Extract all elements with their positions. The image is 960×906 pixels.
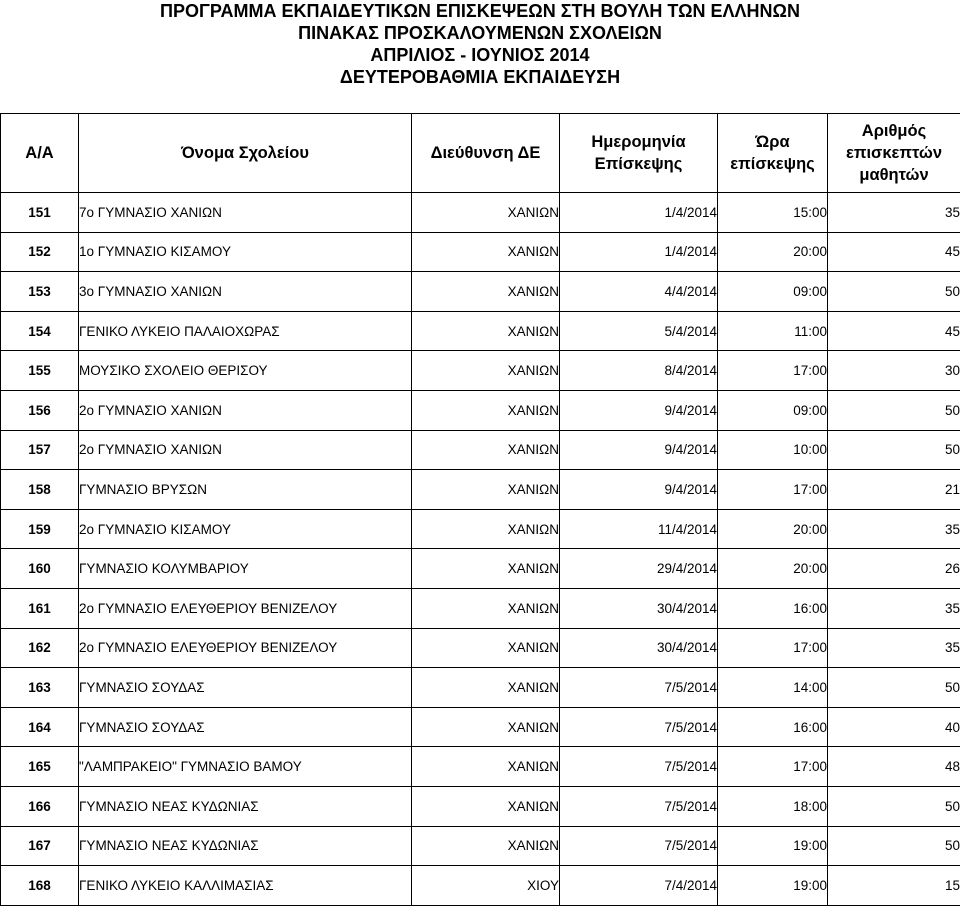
cell-visitor-count: 50 bbox=[828, 668, 960, 708]
table-row bbox=[1, 311, 960, 351]
title-line-4: ΔΕΥΤΕΡΟΒΑΘΜΙΑ ΕΚΠΑΙΔΕΥΣΗ bbox=[0, 66, 960, 88]
cell-school-name: 2ο ΓΥΜΝΑΣΙΟ ΧΑΝΙΩΝ bbox=[79, 430, 412, 470]
cell-visit-time: 11:00 bbox=[718, 311, 828, 351]
cell-directorate: ΧΑΝΙΩΝ bbox=[412, 786, 560, 826]
cell-directorate: ΧΑΝΙΩΝ bbox=[412, 351, 560, 391]
cell-visitor-count: 50 bbox=[828, 272, 960, 312]
cell-visitor-count: 40 bbox=[828, 707, 960, 747]
cell-school-name: ΓΥΜΝΑΣΙΟ ΝΕΑΣ ΚΥΔΩΝΙΑΣ bbox=[79, 786, 412, 826]
table-row bbox=[1, 707, 960, 747]
table-row bbox=[1, 351, 960, 391]
cell-visit-time: 19:00 bbox=[718, 866, 828, 906]
cell-school-name: ΓΥΜΝΑΣΙΟ ΝΕΑΣ ΚΥΔΩΝΙΑΣ bbox=[79, 826, 412, 866]
cell-school-name: ΜΟΥΣΙΚΟ ΣΧΟΛΕΙΟ ΘΕΡΙΣΟΥ bbox=[79, 351, 412, 391]
title-line-1: ΠΡΟΓΡΑΜΜΑ ΕΚΠΑΙΔΕΥΤΙΚΩΝ ΕΠΙΣΚΕΨΕΩΝ ΣΤΗ ΒΟΥΛΗ ΤΩΝ ΕΛΛΗΝΩΝ bbox=[0, 0, 960, 22]
cell-id: 159 bbox=[1, 509, 79, 549]
table-row bbox=[1, 747, 960, 787]
table-row bbox=[1, 628, 960, 668]
header-visitor-count-line1: Αριθμός bbox=[828, 120, 960, 142]
cell-directorate: ΧΑΝΙΩΝ bbox=[412, 628, 560, 668]
cell-school-name: 3ο ΓΥΜΝΑΣΙΟ ΧΑΝΙΩΝ bbox=[79, 272, 412, 312]
cell-school-name: ΓΕΝΙΚΟ ΛΥΚΕΙΟ ΚΑΛΛΙΜΑΣΙΑΣ bbox=[79, 866, 412, 906]
cell-id: 164 bbox=[1, 707, 79, 747]
cell-directorate: ΧΑΝΙΩΝ bbox=[412, 470, 560, 510]
cell-school-name: 7ο ΓΥΜΝΑΣΙΟ ΧΑΝΙΩΝ bbox=[79, 193, 412, 233]
cell-id: 157 bbox=[1, 430, 79, 470]
cell-id: 160 bbox=[1, 549, 79, 589]
cell-visitor-count: 45 bbox=[828, 311, 960, 351]
cell-visit-time: 19:00 bbox=[718, 826, 828, 866]
header-visit-time bbox=[718, 114, 828, 193]
cell-visit-time: 15:00 bbox=[718, 193, 828, 233]
cell-school-name: "ΛΑΜΠΡΑΚΕΙΟ" ΓΥΜΝΑΣΙΟ ΒΑΜΟΥ bbox=[79, 747, 412, 787]
cell-id: 161 bbox=[1, 588, 79, 628]
cell-visit-date: 9/4/2014 bbox=[560, 390, 718, 430]
cell-id: 165 bbox=[1, 747, 79, 787]
cell-school-name: ΓΥΜΝΑΣΙΟ ΣΟΥΔΑΣ bbox=[79, 668, 412, 708]
cell-visit-time: 16:00 bbox=[718, 707, 828, 747]
cell-id: 155 bbox=[1, 351, 79, 391]
cell-visitor-count: 26 bbox=[828, 549, 960, 589]
cell-directorate: ΧΑΝΙΩΝ bbox=[412, 707, 560, 747]
cell-visitor-count: 35 bbox=[828, 588, 960, 628]
header-visit-date-line1: Ημερομηνία bbox=[560, 131, 717, 153]
header-visit-date bbox=[560, 114, 718, 193]
cell-id: 158 bbox=[1, 470, 79, 510]
header-id: Α/Α bbox=[1, 114, 79, 193]
cell-visit-date: 7/4/2014 bbox=[560, 866, 718, 906]
cell-id: 151 bbox=[1, 193, 79, 233]
cell-visit-date: 9/4/2014 bbox=[560, 470, 718, 510]
cell-visit-time: 09:00 bbox=[718, 390, 828, 430]
table-row bbox=[1, 826, 960, 866]
cell-school-name: ΓΥΜΝΑΣΙΟ ΚΟΛΥΜΒΑΡΙΟΥ bbox=[79, 549, 412, 589]
table-row bbox=[1, 509, 960, 549]
cell-id: 152 bbox=[1, 232, 79, 272]
cell-school-name: ΓΕΝΙΚΟ ΛΥΚΕΙΟ ΠΑΛΑΙΟΧΩΡΑΣ bbox=[79, 311, 412, 351]
table-row bbox=[1, 272, 960, 312]
cell-directorate: ΧΑΝΙΩΝ bbox=[412, 193, 560, 233]
cell-visit-time: 16:00 bbox=[718, 588, 828, 628]
cell-directorate: ΧΑΝΙΩΝ bbox=[412, 826, 560, 866]
cell-visitor-count: 48 bbox=[828, 747, 960, 787]
cell-school-name: 1ο ΓΥΜΝΑΣΙΟ ΚΙΣΑΜΟΥ bbox=[79, 232, 412, 272]
cell-directorate: ΧΑΝΙΩΝ bbox=[412, 430, 560, 470]
cell-directorate: ΧΑΝΙΩΝ bbox=[412, 390, 560, 430]
table-row bbox=[1, 786, 960, 826]
cell-visit-date: 5/4/2014 bbox=[560, 311, 718, 351]
cell-directorate: ΧΑΝΙΩΝ bbox=[412, 588, 560, 628]
cell-visit-date: 7/5/2014 bbox=[560, 707, 718, 747]
document-title-block bbox=[0, 0, 960, 88]
table-row bbox=[1, 390, 960, 430]
cell-id: 163 bbox=[1, 668, 79, 708]
header-directorate: Διεύθυνση ΔΕ bbox=[412, 114, 560, 193]
cell-school-name: 2ο ΓΥΜΝΑΣΙΟ ΚΙΣΑΜΟΥ bbox=[79, 509, 412, 549]
cell-visitor-count: 35 bbox=[828, 193, 960, 233]
cell-visitor-count: 50 bbox=[828, 390, 960, 430]
cell-visit-date: 30/4/2014 bbox=[560, 588, 718, 628]
cell-id: 153 bbox=[1, 272, 79, 312]
header-visitor-count-line3: μαθητών bbox=[828, 164, 960, 186]
cell-visit-time: 18:00 bbox=[718, 786, 828, 826]
cell-directorate: ΧΑΝΙΩΝ bbox=[412, 509, 560, 549]
schedule-table bbox=[0, 113, 960, 906]
cell-id: 168 bbox=[1, 866, 79, 906]
table-header-row bbox=[1, 114, 960, 193]
cell-directorate: ΧΑΝΙΩΝ bbox=[412, 668, 560, 708]
cell-visit-time: 17:00 bbox=[718, 351, 828, 391]
cell-visit-date: 1/4/2014 bbox=[560, 232, 718, 272]
cell-school-name: 2ο ΓΥΜΝΑΣΙΟ ΕΛΕΥΘΕΡΙΟΥ ΒΕΝΙΖΕΛΟΥ bbox=[79, 588, 412, 628]
cell-visitor-count: 21 bbox=[828, 470, 960, 510]
cell-visitor-count: 50 bbox=[828, 786, 960, 826]
cell-visitor-count: 45 bbox=[828, 232, 960, 272]
header-school-name: Όνομα Σχολείου bbox=[79, 114, 412, 193]
table-row bbox=[1, 668, 960, 708]
cell-visitor-count: 50 bbox=[828, 826, 960, 866]
header-visitor-count-line2: επισκεπτών bbox=[828, 142, 960, 164]
cell-visitor-count: 50 bbox=[828, 430, 960, 470]
cell-visit-date: 7/5/2014 bbox=[560, 826, 718, 866]
cell-visitor-count: 15 bbox=[828, 866, 960, 906]
cell-visit-date: 30/4/2014 bbox=[560, 628, 718, 668]
cell-visitor-count: 35 bbox=[828, 628, 960, 668]
table-row bbox=[1, 866, 960, 906]
cell-id: 166 bbox=[1, 786, 79, 826]
header-visit-date-line2: Επίσκεψης bbox=[560, 153, 717, 175]
cell-id: 162 bbox=[1, 628, 79, 668]
table-row bbox=[1, 232, 960, 272]
cell-visit-time: 14:00 bbox=[718, 668, 828, 708]
cell-visit-time: 20:00 bbox=[718, 509, 828, 549]
cell-visit-time: 17:00 bbox=[718, 470, 828, 510]
cell-visit-date: 7/5/2014 bbox=[560, 668, 718, 708]
cell-visit-time: 17:00 bbox=[718, 747, 828, 787]
cell-visit-time: 17:00 bbox=[718, 628, 828, 668]
header-visit-time-line1: Ώρα bbox=[718, 131, 827, 153]
cell-visit-date: 8/4/2014 bbox=[560, 351, 718, 391]
table-row bbox=[1, 470, 960, 510]
cell-school-name: 2ο ΓΥΜΝΑΣΙΟ ΧΑΝΙΩΝ bbox=[79, 390, 412, 430]
table-row bbox=[1, 549, 960, 589]
cell-visit-date: 7/5/2014 bbox=[560, 786, 718, 826]
cell-id: 154 bbox=[1, 311, 79, 351]
cell-visit-time: 20:00 bbox=[718, 232, 828, 272]
cell-school-name: ΓΥΜΝΑΣΙΟ ΒΡΥΣΩΝ bbox=[79, 470, 412, 510]
header-visit-time-line2: επίσκεψης bbox=[718, 153, 827, 175]
cell-visit-time: 09:00 bbox=[718, 272, 828, 312]
cell-visit-date: 11/4/2014 bbox=[560, 509, 718, 549]
title-line-3: ΑΠΡΙΛΙΟΣ - ΙΟΥΝΙΟΣ 2014 bbox=[0, 44, 960, 66]
cell-visit-date: 4/4/2014 bbox=[560, 272, 718, 312]
cell-id: 156 bbox=[1, 390, 79, 430]
cell-visit-time: 10:00 bbox=[718, 430, 828, 470]
cell-visit-date: 1/4/2014 bbox=[560, 193, 718, 233]
cell-directorate: ΧΑΝΙΩΝ bbox=[412, 232, 560, 272]
cell-directorate: ΧΑΝΙΩΝ bbox=[412, 747, 560, 787]
table-row bbox=[1, 193, 960, 233]
cell-directorate: ΧΑΝΙΩΝ bbox=[412, 549, 560, 589]
cell-visit-date: 29/4/2014 bbox=[560, 549, 718, 589]
cell-id: 167 bbox=[1, 826, 79, 866]
cell-visitor-count: 35 bbox=[828, 509, 960, 549]
cell-visit-date: 7/5/2014 bbox=[560, 747, 718, 787]
cell-visitor-count: 30 bbox=[828, 351, 960, 391]
cell-school-name: ΓΥΜΝΑΣΙΟ ΣΟΥΔΑΣ bbox=[79, 707, 412, 747]
table-row bbox=[1, 430, 960, 470]
cell-visit-date: 9/4/2014 bbox=[560, 430, 718, 470]
header-visitor-count bbox=[828, 114, 960, 193]
cell-directorate: ΧΑΝΙΩΝ bbox=[412, 311, 560, 351]
cell-directorate: ΧΙΟΥ bbox=[412, 866, 560, 906]
cell-visit-time: 20:00 bbox=[718, 549, 828, 589]
table-row bbox=[1, 588, 960, 628]
title-line-2: ΠΙΝΑΚΑΣ ΠΡΟΣΚΑΛΟΥΜΕΝΩΝ ΣΧΟΛΕΙΩΝ bbox=[0, 22, 960, 44]
cell-school-name: 2ο ΓΥΜΝΑΣΙΟ ΕΛΕΥΘΕΡΙΟΥ ΒΕΝΙΖΕΛΟΥ bbox=[79, 628, 412, 668]
cell-directorate: ΧΑΝΙΩΝ bbox=[412, 272, 560, 312]
